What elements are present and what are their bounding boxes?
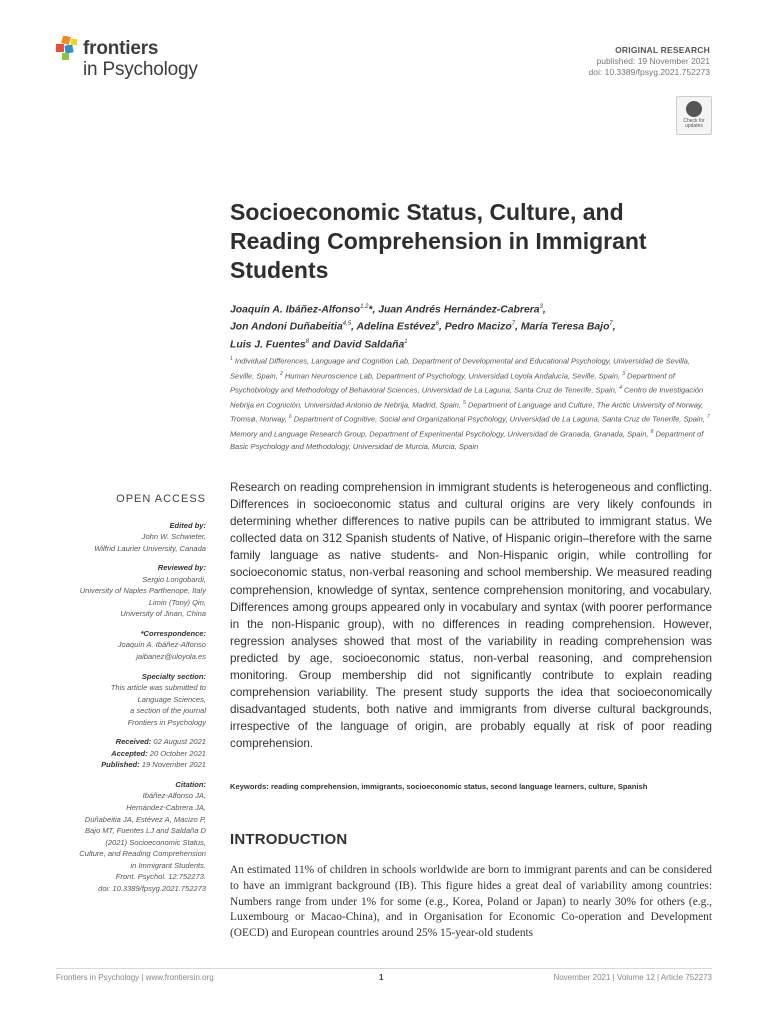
journal-logo[interactable] bbox=[56, 34, 206, 84]
published-date-sidebar: 19 November 2021 bbox=[141, 760, 206, 770]
citation-line: Front. Psychol. 12:752273. bbox=[115, 872, 206, 882]
introduction-paragraph: An estimated 11% of children in schools worldwide are born to immigrant parents and can be considered to have an immigrant background (IB). This figure hides a great deal of variability among countries: Numbers range from under 1% for some (e.g., Korea, Poland or Japan) to nearly 30% for others (e.g., Luxembourg or Macao-China), and in Organisation for Economic Co-operation and Development (OECD) and European countries around 25% 15-year-old students bbox=[230, 864, 712, 940]
article-meta-header bbox=[589, 45, 710, 78]
received-label: Received: bbox=[115, 737, 152, 747]
reviewer-name[interactable]: Sergio Longobardi, bbox=[142, 574, 206, 584]
accepted-label: Accepted: bbox=[111, 748, 148, 758]
author-name[interactable]: Joaquín A. Ibáñez-Alfonso bbox=[230, 304, 361, 316]
correspondence-name: Joaquín A. Ibáñez-Alfonso bbox=[117, 640, 206, 650]
affiliation: Department of Psychobiology and Methodology of Behavioral Sciences, Universidad de La Laguna, Santa Cruz de Tenerife, Spain, bbox=[230, 371, 675, 395]
affiliation: Department of Language and Culture, The Arctic University of Norway, Tromsø, Norway, bbox=[230, 400, 704, 424]
frontiers-logo-icon bbox=[56, 36, 80, 62]
received-date: 02 August 2021 bbox=[153, 737, 206, 747]
author-name[interactable]: David Saldaña bbox=[333, 339, 405, 351]
author-name[interactable]: Luis J. Fuentes bbox=[230, 339, 306, 351]
author-name[interactable]: Adelina Estévez bbox=[356, 321, 436, 333]
affiliations: $^1$ Individual Differences, Language and Cognition Lab, Department of Developmental and Educational Psychology, Universidad de Sevilla, Seville, Spain, $^2$ Human Neuroscience Lab, Department of Psychology, Universidad Loyola Andalucía, Seville, Spain, $^3$ Department of Psychobiology and Methodology of Behavioral Sciences, Universidad de La Laguna, Santa Cruz de Tenerife, Spain, $^4$ Centro de Investigación Nebrija en Cognición, Universidad Antonio de Nebrija, Madrid, Spain, $^5$ Department of Language and Culture, The Arctic University of Norway, Tromsø, Norway, $^6$ Department of Cognitive, Social and Organizational Psychology, Universidad de La Laguna, Santa Cruz de Tenerife, Spain, $^7$ Memory and Language Research Group, Department of Experimental Psychology, Universidad de Granada, Granada, Spain, $^8$ Department of Basic Psychology and Methodology, Universidad de Murcia, Murcia, Spain bbox=[230, 356, 710, 451]
accepted-date: 20 October 2021 bbox=[149, 748, 206, 758]
citation-line: Culture, and Reading Comprehension bbox=[79, 849, 206, 859]
article-dates bbox=[36, 736, 206, 771]
reviewer-affiliation: University of Naples Parthenope, Italy bbox=[79, 586, 206, 596]
citation-doi[interactable]: doi: 10.3389/fpsyg.2021.752273 bbox=[98, 883, 206, 893]
reviewer-name[interactable]: Limin (Tony) Qin, bbox=[148, 597, 206, 607]
reviewed-by bbox=[36, 562, 206, 620]
footer-issue: November 2021 | Volume 12 | Article 752273 bbox=[553, 973, 712, 982]
crossmark-icon bbox=[686, 101, 702, 117]
correspondence bbox=[36, 628, 206, 663]
article-type: ORIGINAL RESEARCH bbox=[615, 45, 710, 55]
edited-by bbox=[36, 520, 206, 555]
citation-line: Duñabeitia JA, Estévez A, Macizo P, bbox=[84, 814, 206, 824]
citation-line: Hernández-Cabrera JA, bbox=[126, 803, 206, 813]
published-date: published: 19 November 2021 bbox=[596, 56, 710, 66]
affiliation: Department of Basic Psychology and Methodology, Universidad de Murcia, Murcia, Spain bbox=[230, 429, 704, 451]
edited-by-label: Edited by: bbox=[169, 520, 206, 530]
open-access-label: OPEN ACCESS bbox=[116, 493, 206, 505]
abstract: Research on reading comprehension in immigrant students is heterogeneous and conflicting. Differences in socioeconomic status and cultural origins are very likely confounds in determining whether differences to native pupils can be attributed to immigrant status. We collected data on 312 Spanish students of Native, of Hispanic origin–therefore with the same family language as native students- and Non-Hispanic origin, while controlling for socioeconomic status, non-verbal reasoning and school membership. We measured reading comprehension, knowledge of syntax, sentence comprehension monitoring, and vocabulary. Differences among groups appeared only in vocabulary and syntax (with poorer performance in the non-Hispanic group), with no differences in reading comprehension. However, regression analyses showed that most of the variability in reading comprehension was predicted by age, socioeconomic status, non-verbal reasoning, and comprehension monitoring. Group membership did not significantly contribute to explain reading comprehension variability. The present study supports the idea that socioeconomically disadvantaged students, both native and immigrants from diverse cultural backgrounds, irrespective of the language of origin, are probably equally at risk of poor reading comprehension. bbox=[230, 481, 712, 751]
specialty-section-label: Specialty section: bbox=[141, 671, 206, 681]
keywords bbox=[230, 781, 712, 792]
citation-line: Bajo MT, Fuentes LJ and Saldaña D bbox=[85, 826, 206, 836]
keywords-label: Keywords: bbox=[230, 782, 269, 791]
article-sidebar bbox=[36, 494, 206, 902]
page-number: 1 bbox=[379, 973, 384, 982]
author-name[interactable]: Jon Andoni Duñabeitia bbox=[230, 321, 343, 333]
crossmark-text-2: updates bbox=[685, 123, 703, 129]
check-for-updates-button[interactable] bbox=[676, 96, 712, 135]
journal-name-line1: frontiers bbox=[83, 38, 159, 59]
citation-line: (2021) Socioeconomic Status, bbox=[105, 837, 206, 847]
author-name[interactable]: Juan Andrés Hernández-Cabrera bbox=[378, 304, 540, 316]
footer-divider bbox=[56, 968, 712, 969]
keywords-list: reading comprehension, immigrants, socioeconomic status, second language learners, culture, Spanish bbox=[270, 782, 648, 791]
footer-journal[interactable]: Frontiers in Psychology | www.frontiersin.org bbox=[56, 973, 214, 982]
section-heading-introduction: INTRODUCTION bbox=[230, 831, 348, 848]
reviewer-affiliation: University of Jinan, China bbox=[120, 609, 206, 619]
citation bbox=[36, 779, 206, 894]
correspondence-label: *Correspondence: bbox=[140, 628, 206, 638]
author-name[interactable]: María Teresa Bajo bbox=[520, 321, 610, 333]
affiliation: Centro de Investigación Nebrija en Cognición, Universidad Antonio de Nebrija, Madrid, Spain, bbox=[230, 385, 704, 410]
author-name[interactable]: Pedro Macizo bbox=[444, 321, 512, 333]
article-title: Socioeconomic Status, Culture, and Reading Comprehension in Immigrant Students bbox=[230, 199, 647, 283]
journal-name-line2: in Psychology bbox=[83, 59, 198, 80]
specialty-section: Specialty section: This article was submitted to Language Sciences, a section of the journal Frontiers in Psychology bbox=[36, 671, 206, 729]
affiliation: Department of Cognitive, Social and Organizational Psychology, Universidad de La Laguna, Santa Cruz de Tenerife, Spain, bbox=[293, 414, 705, 424]
affiliation: Human Neuroscience Lab, Department of Psychology, Universidad Loyola Andalucía, Seville, Spain, bbox=[284, 371, 621, 381]
doi: doi: 10.3389/fpsyg.2021.752273 bbox=[588, 67, 710, 77]
citation-line: in Immigrant Students. bbox=[130, 860, 206, 870]
affiliation: Individual Differences, Language and Cognition Lab, Department of Developmental and Educational Psychology, Universidad de Sevilla, Seville, Spain, bbox=[230, 356, 690, 381]
citation-line: Ibáñez-Alfonso JA, bbox=[142, 791, 206, 801]
published-label: Published: bbox=[101, 760, 140, 770]
crossmark-text-1: Check for bbox=[683, 118, 705, 124]
correspondence-email[interactable]: jaibanez@uloyola.es bbox=[136, 652, 206, 662]
editor-name[interactable]: John W. Schwieter, bbox=[141, 532, 206, 542]
author-list: Joaquín A. Ibáñez-Alfonso$^{1,2}$*, Juan Andrés Hernández-Cabrera$^3$, Jon Andoni Duñabeitia$^{4,5}$, Adelina Estévez$^6$, Pedro Macizo$^7$, María Teresa Bajo$^7$, Luis J. Fuentes$^8$ and David Saldaña$^1$ bbox=[230, 304, 616, 351]
reviewed-by-label: Reviewed by: bbox=[157, 563, 206, 573]
affiliation: Memory and Language Research Group, Department of Experimental Psychology, Universidad de Granada, Granada, Spain, bbox=[230, 429, 649, 439]
editor-affiliation: Wilfrid Laurier University, Canada bbox=[94, 543, 206, 553]
citation-label: Citation: bbox=[175, 779, 206, 789]
